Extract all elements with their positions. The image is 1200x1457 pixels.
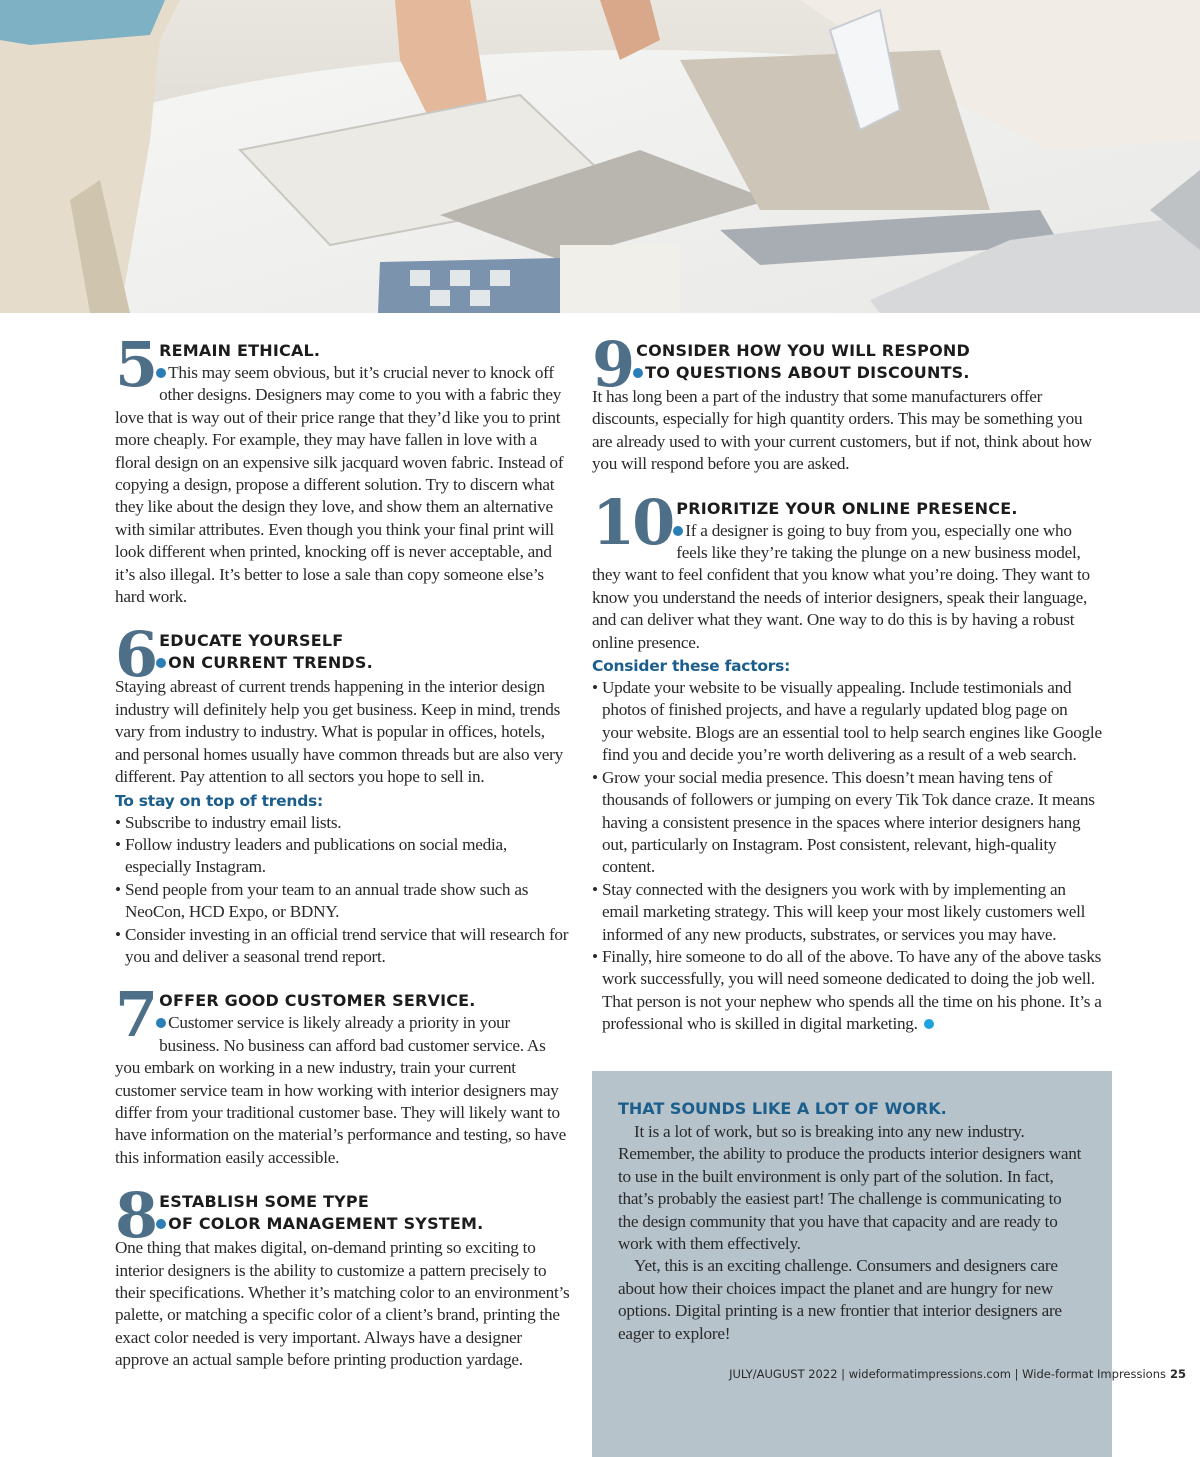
- sidebar-paragraph: Yet, this is an exciting challenge. Consumers and designers care about how their choices impact the planet and are hungry for new options. Digital printing is a new frontier that interior designers are eager to explore!: [618, 1256, 1062, 1343]
- item-subhead: To stay on top of trends:: [115, 791, 323, 810]
- dropcap-number: 5: [115, 328, 156, 401]
- item-body: If a designer is going to buy from you, especially one who feels like they’re taking the plunge on a new business model, they want to feel confident that you know what you’re doing. They want to know you understand the needs of interior designers, speak their language, and can deliver what they want. One way to do this is by having a robust online presence.: [592, 520, 1090, 652]
- bullet-dot-icon: [156, 658, 166, 668]
- list-item: • Subscribe to industry email lists.: [115, 812, 572, 834]
- item-9: [592, 328, 1102, 476]
- sidebar-paragraph: It is a lot of work, but so is breaking into any new industry. Remember, the ability to produce the products interior designers want to use in the built environment is only part of the solution. In fact, that’s probably the easiest part! The challenge is communicating to the design community that you have that capacity and are ready to work with them effectively.: [618, 1122, 1082, 1254]
- item-heading-line2: ON CURRENT TRENDS.: [168, 653, 373, 673]
- item-8: [115, 1179, 572, 1371]
- hero-photo-illustration: [0, 0, 1200, 313]
- dropcap-number: 6: [115, 618, 156, 692]
- list-item: • Stay connected with the designers you work with by implementing an email marketing strategy. This will keep your most likely customers well informed of any new products, substrates, or services you may have.: [592, 879, 1102, 946]
- footer-text: JULY/AUGUST 2022 | wideformatimpressions.com | Wide-format Impressions: [729, 1367, 1166, 1381]
- item-body: One thing that makes digital, on-demand printing so exciting to interior designers is the ability to customize a pattern precisely to their specifications. Whether it’s matching color to an environment’s palette, or matching a specific color of a client’s brand, printing the exact color needed is very important. Always have a designer approve an actual sample before printing production yardage.: [115, 1238, 570, 1370]
- dropcap-number: 8: [115, 1179, 156, 1253]
- item-heading-line1: ESTABLISH SOME TYPE: [159, 1192, 369, 1212]
- list-item: • Update your website to be visually appealing. Include testimonials and photos of finished projects, and have a regularly updated blog page on your website. Blogs are an essential tool to help search engines like Google find you and decide you’re worth delivering as a result of a web search.: [592, 677, 1102, 767]
- bullet-dot-icon: [673, 526, 683, 536]
- page-footer: [729, 1367, 1186, 1381]
- list-item: • Consider investing in an official trend service that will research for you and deliver a seasonal trend report.: [115, 924, 572, 969]
- item-heading-line2: OF COLOR MANAGEMENT SYSTEM.: [168, 1214, 484, 1234]
- page-number: 25: [1169, 1367, 1186, 1381]
- item-body: It has long been a part of the industry that some manufacturers offer discounts, especially for high quantity orders. This may be something you are already used to with your current customers, but if not, think about how you will respond before you are asked.: [592, 387, 1092, 474]
- item-body: Customer service is likely already a priority in your business. No business can afford bad customer service. As you embark on working in a new industry, train your current customer service team in how working with interior designers may differ from your traditional customer base. They will likely want to have information on the material’s performance and testing, so have this information easily accessible.: [115, 1013, 566, 1167]
- item-body: This may seem obvious, but it’s crucial never to knock off other designs. Designers may come to you with a fabric they love that is way out of their price range that they’d like you to print more cheaply. For example, they may have fallen in love with a floral design on an expensive silk jacquard woven fabric. Instead of copying a design, propose a different solution. Try to discern what they like about the design they love, and show them an alternative with similar attributes. Even though you think your final print will look different when printed, knocking off is never acceptable, and it’s also illegal. It’s better to lose a sale than copy someone else’s hard work.: [115, 363, 564, 607]
- hero-photo: [0, 0, 1200, 313]
- item-body: Staying abreast of current trends happening in the interior design industry will definitely help you get business. Keep in mind, trends vary from industry to industry. What is popular in offices, hotels, and personal homes usually have common threads but are also very different. Pay attention to all sectors you hope to sell in.: [115, 677, 563, 787]
- list-item-text: Finally, hire someone to do all of the above. To have any of the above tasks work successfully, you will need someone dedicated to doing the job well. That person is not your nephew who spends all the time on his phone. It’s a professional who is skilled in digital marketing.: [602, 946, 1102, 1034]
- bullet-dot-icon: [156, 1018, 166, 1028]
- right-column: [592, 328, 1102, 1058]
- sidebar-heading: THAT SOUNDS LIKE A LOT OF WORK.: [618, 1099, 947, 1118]
- list-item: • Grow your social media presence. This doesn’t mean having tens of thousands of followers or jumping on every Tik Tok dance craze. It means having a consistent presence in the spaces where interior designers hang out, particularly on Instagram. Post consistent, relevant, high-quality content.: [592, 767, 1102, 879]
- item-subhead: Consider these factors:: [592, 657, 791, 676]
- list-item: • Follow industry leaders and publications on social media, especially Instagram.: [115, 834, 572, 879]
- dropcap-number: 7: [115, 978, 156, 1052]
- left-column: [115, 328, 572, 1394]
- bullet-list: [115, 812, 572, 969]
- dropcap-number: 9: [592, 328, 633, 401]
- end-mark-icon: [924, 1019, 934, 1029]
- item-heading: REMAIN ETHICAL.: [159, 341, 321, 360]
- item-5: [115, 328, 572, 608]
- item-heading-line1: CONSIDER HOW YOU WILL RESPOND: [636, 341, 970, 360]
- item-heading-line2: TO QUESTIONS ABOUT DISCOUNTS.: [645, 363, 970, 382]
- item-7: [115, 978, 572, 1169]
- item-heading: PRIORITIZE YOUR ONLINE PRESENCE.: [676, 498, 1018, 518]
- list-item: [592, 946, 1102, 1036]
- bullet-dot-icon: [156, 1219, 166, 1229]
- item-heading: OFFER GOOD CUSTOMER SERVICE.: [159, 991, 476, 1011]
- item-6: [115, 618, 572, 968]
- bullet-list: [592, 677, 1102, 1036]
- item-heading-line1: EDUCATE YOURSELF: [159, 631, 344, 651]
- dropcap-number: 10: [592, 485, 673, 559]
- sidebar-box: [592, 1071, 1112, 1457]
- bullet-dot-icon: [633, 368, 643, 378]
- list-item: • Send people from your team to an annual trade show such as NeoCon, HCD Expo, or BDNY.: [115, 879, 572, 924]
- sidebar-body: [618, 1121, 1084, 1345]
- bullet-dot-icon: [156, 368, 166, 378]
- item-10: [592, 485, 1102, 1036]
